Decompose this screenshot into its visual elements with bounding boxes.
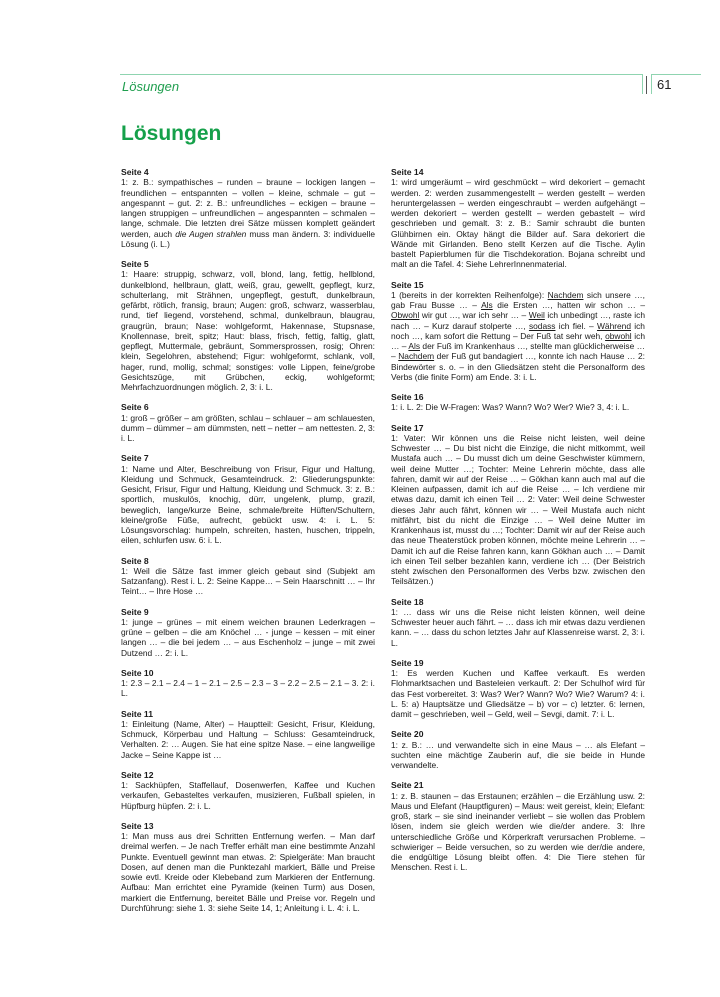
section-heading: Seite 17 bbox=[391, 422, 424, 433]
answer-section bbox=[391, 280, 645, 383]
answer-section bbox=[391, 597, 645, 648]
answer-section bbox=[391, 729, 645, 770]
answer-section bbox=[391, 392, 645, 413]
section-heading: Seite 4 bbox=[121, 167, 149, 177]
section-text: 1: Haare: struppig, schwarz, voll, blond, lang, fettig, hellblond, dunkelblond, hellbraun, glatt, weiß, grau, gewellt, gepflegt, kurz, schulterlang, mit Strähnen, ungepflegt, gestuft, dunkelbraun, gefärbt, rötlich, fransig, braun; Augen: groß, schwarz, wasserblau, rund, tief liegend, vorstehend, schmal, dunkelbraun, blaugrau, graugrün, braun; Nase: wohlgeformt, Hakennase, Stupsnase, Knollennase, breit, spitz; Haut: blass, frisch, fettig, faltig, glatt, gepflegt, Muttermale, gebräunt, Sommersprossen, rosig; Ohren: klein, Segelohren, abstehend; Figur: wohlgeformt, schlank, voll, hager, rund, mollig, schmal; sonstiges: volle Lippen, feine/grobe Gesichtszüge, mit Grübchen, eckig, wohlgeformt; Mehrfachzuordnungen möglich. 2, 3: i. L. bbox=[121, 269, 375, 392]
section-heading: Seite 5 bbox=[121, 259, 149, 269]
page-number: 61 bbox=[657, 77, 672, 92]
answer-section bbox=[391, 658, 645, 720]
section-text: 1: i. L. 2: Die W-Fragen: Was? Wann? Wo? Wer? Wie? 3, 4: i. L. bbox=[391, 402, 630, 413]
section-text: 1: z. B.: … und verwandelte sich in eine Maus – … als Elefant – suchten eine mächtige Zauberin auf, die sie beide in Hunde verwandelte. bbox=[391, 739, 645, 770]
answer-section bbox=[121, 668, 375, 699]
header-rule bbox=[120, 74, 642, 75]
answer-section bbox=[121, 259, 375, 392]
section-heading: Seite 16 bbox=[391, 392, 424, 402]
section-text: 1: Man muss aus drei Schritten Entfernung werfen. – Man darf dreimal werfen. – Je nach Treffer erhält man eine bestimmte Anzahl Punkte. Eventuell gewinnt man etwas. 2: Spielgeräte: Man braucht Dosen, auf denen man die Punktezahl markiert, Bälle und Preise sowie evtl. Kreide oder Klebeband zum Markieren der Entfernung. Aufbau: Man errichtet eine Pyramide (keinen Turm) aus Dosen, markiert die Entfernung, bereitet Bälle und Preise vor. Regeln und Durchführung: siehe 1. 3: siehe Seite 14, 1; Anleitung i. L. 4: i. L. bbox=[121, 831, 375, 913]
section-text: 1: groß – größer – am größten, schlau – schlauer – am schlauesten, dumm – dümmer – am dümmsten, nett – netter – am nettesten. 2, 3: i. L. bbox=[121, 412, 375, 443]
answer-section bbox=[121, 607, 375, 658]
section-heading: Seite 19 bbox=[391, 657, 424, 668]
section-heading: Seite 6 bbox=[121, 402, 149, 413]
page-title: Lösungen bbox=[121, 122, 222, 145]
section-text: 1: Name und Alter, Beschreibung von Frisur, Figur und Haltung, Kleidung und Schmuck, Gesamteindruck. 2: Gliederungspunkte: Gesicht, Frisur, Figur und Haltung, Kleidung und Schmuck. 3: z. B.: sportlich, muskulös, knochig, dürr, ungelenk, plump, grazil, beweglich, lange/kurze Beine, schmale/breite Hüften/Schultern, kleine/große Füße, aufrecht, gebückt usw. 4: i. L. 5: Lösungsvorschlag: humpeln, schreiten, hasten, huschen, trippeln, eilen, schlurfen usw. 6: i. L. bbox=[121, 463, 375, 546]
section-text: 1: Weil die Sätze fast immer gleich gebaut sind (Subjekt am Satzanfang). Rest i. L. 2: Seine Kappe… – Sein Haarschnitt … – Ihr Teint… – Ihre Hose … bbox=[121, 565, 375, 597]
section-heading: Seite 7 bbox=[121, 453, 149, 464]
header-rule-divider bbox=[651, 74, 652, 94]
header-page-marker bbox=[646, 76, 647, 94]
header-rule-divider bbox=[642, 74, 643, 94]
section-text: 1: Es werden Kuchen und Kaffee verkauft. Es werden Flohmarktsachen und Basteleien verkauft. 2: Der Schulhof wird für das Fest vorbereitet. 3: Was? Wer? Wann? Wo? Wie? Warum? 4: i. L. 5: a) Hauptsätze und Gliedsätze – b) vor – c) letzter. 6: lernen, damit – geschrieben, weil – Geld, weil – Sevgi, damit. 7: i. L. bbox=[391, 668, 645, 719]
section-text: 1: junge – grünes – mit einem weichen braunen Lederkragen – grüne – gelben – die am Knöchel … - junge – kessen – mit einer langen … – die bei jedem … – aus Eschenholz – junge – mit zwei Dutzend … 2: i. L. bbox=[121, 616, 375, 658]
answer-section bbox=[391, 780, 645, 872]
section-heading: Seite 9 bbox=[121, 606, 149, 617]
section-text: 1: z. B.: sympathisches – runden – braune – lockigen langen – freundlichen – entspannten – vollen – kleine, schmale – gut – angespannt – gut. 2: z. B.: unfreundliches – eckigen – braune – langen struppigen – unfreundlichen – angespannten – schmalen – lange, schmale. Die letzten drei Sätze müssen komplett geändert werden, auch die Augen strahlen muss man ändern. 3: individuelle Lösung (i. L.) bbox=[121, 177, 375, 249]
section-text: 1: Einleitung (Name, Alter) – Hauptteil: Gesicht, Frisur, Kleidung, Schmuck, Körperbau und Haltung – Schluss: Gesamteindruck, Verhalten. 2: … Augen. Sie hat eine spitze Nase. – eine langweilige Jacke – Seine Kappe ist … bbox=[121, 718, 375, 760]
answer-section bbox=[121, 402, 375, 443]
section-text: 1: … dass wir uns die Reise nicht leisten können, weil deine Schwester heuer auch fährt. – … dass ich mir etwas dazu verdienen kann. – … dass du schon letztes Jahr auf Klassenreise warst. 2, 3: i. L. bbox=[391, 606, 645, 648]
section-heading: Seite 8 bbox=[121, 555, 149, 566]
section-heading: Seite 11 bbox=[121, 708, 154, 719]
left-column bbox=[121, 167, 375, 923]
running-title: Lösungen bbox=[122, 79, 180, 94]
section-text: 1: Sackhüpfen, Staffellauf, Dosenwerfen, Kaffee und Kuchen verkaufen, Gebasteltes verkaufen, musizieren, Fußball spielen, in Hüpfburg hüpfen. 2: i. L. bbox=[121, 780, 375, 811]
section-text: 1: 2.3 – 2.1 – 2.4 – 1 – 2.1 – 2.5 – 2.3 – 3 – 2.2 – 2.5 – 2.1 – 3. 2: i. L. bbox=[121, 678, 375, 699]
answer-section bbox=[121, 709, 375, 760]
answer-section bbox=[121, 821, 375, 913]
answer-section bbox=[121, 770, 375, 811]
answer-section bbox=[121, 453, 375, 545]
section-heading: Seite 15 bbox=[391, 279, 424, 290]
header-rule bbox=[651, 74, 701, 75]
section-heading: Seite 12 bbox=[121, 769, 154, 780]
section-text: 1: z. B. staunen – das Erstaunen; erzählen – die Erzählung usw. 2: Maus und Elefant (Hauptfiguren) – Maus: weit gereist, klein; Elefant: groß, stark – sie sind ineinander verliebt – sie wollen das Problem lösen, indem sie gleich werden wie die/der andere. 3: Ihre unterschiedliche Größe und Körperkraft verursachen Probleme. – schwieriger – Beide versuchen, so zu werden wie der/die andere, die endgültige Lösung bleibt offen. 4: Die Tiere stehen für Menschen. Rest i. L. bbox=[391, 790, 645, 873]
section-text: 1: wird umgeräumt – wird geschmückt – wird dekoriert – gemacht werden. 2: werden zusammengestellt – werden gestellt – werden heruntergelassen – werden eingeschraubt – werden aufgehängt – werden dekoriert – werden gestellt – werden gebastelt – wird geschrieben und gemalt. 3: z. B.: Samir schraubt die bunten Glühbirnen ein. Oktay hängt die Bilder auf. Sara dekoriert die Wände mit Girlanden. Beno stellt Kerzen auf die Tische. Aylin bastelt Papierblumen für die Tischdekoration. Bojana schreibt und malt an die Tafel. 4: Siehe LehrerInnenmaterial. bbox=[391, 177, 645, 270]
answer-section bbox=[391, 167, 645, 270]
section-heading: Seite 21 bbox=[391, 780, 424, 791]
right-column bbox=[391, 167, 645, 883]
section-heading: Seite 14 bbox=[391, 167, 424, 177]
answer-section bbox=[121, 556, 375, 597]
section-heading: Seite 10 bbox=[121, 667, 154, 678]
section-heading: Seite 13 bbox=[121, 820, 154, 831]
section-heading: Seite 20 bbox=[391, 729, 424, 740]
answer-section bbox=[121, 167, 375, 249]
section-heading: Seite 18 bbox=[391, 596, 424, 607]
answer-section bbox=[391, 423, 645, 587]
section-text: 1 (bereits in der korrekten Reihenfolge): Nachdem sich unsere …, gab Frau Busse … – Als die Ersten …, hatten wir schon … – Obwohl wir gut …, war ich sehr … – Weil ich unbedingt …, raste ich nach … – Kurz darauf stolperte …, sodass ich fiel. – Während ich noch …, kam sofort die Rettung – Der Fuß tat sehr weh, obwohl ich … – Als der Fuß im Krankenhaus …, stellte man glücklicherweise … – Nachdem der Fuß gut bandagiert …, konnte ich nach Hause … 2: Bindewörter s. o. – in den Gliedsätzen steht die Personalform des Verbs (die finite Form) am Ende. 3: i. L. bbox=[391, 289, 645, 382]
section-text: 1: Vater: Wir können uns die Reise nicht leisten, weil deine Schwester … – Du bist nicht die Einzige, die nicht mitkommt, weil Mustafa auch … – Du musst dich um deine Geschwister kümmern, weil deine Mutter …; Tochter: Meine Lehrerin möchte, dass alle fahren, damit wir auf der Reise … – Gökhan kann auch mal auf die Kleinen aufpassen, damit ich auf die Reise … – Ich verdiene mir etwas dazu, damit ich einen Teil … 2: Vater: Weil deine Schwester dieses Jahr auch fährt, können wir … – Weil Mustafa auch nicht mitfährt, bist du nicht die Einzige … – Weil deine Mutter im Krankenhaus ist, musst du …; Tochter: Damit wir auf der Reise auch das neue Theaterstück proben können, möchte meine Lehrerin … – Damit ich auf die Reise fahren kann, kann Gökhan auch … – Damit ich einen Teil selber bezahlen kann, verdiene ich … (Der Beistrich steht zwischen den Personalformen des Verbs bzw. zwischen den Teilsätzen.) bbox=[391, 432, 645, 587]
